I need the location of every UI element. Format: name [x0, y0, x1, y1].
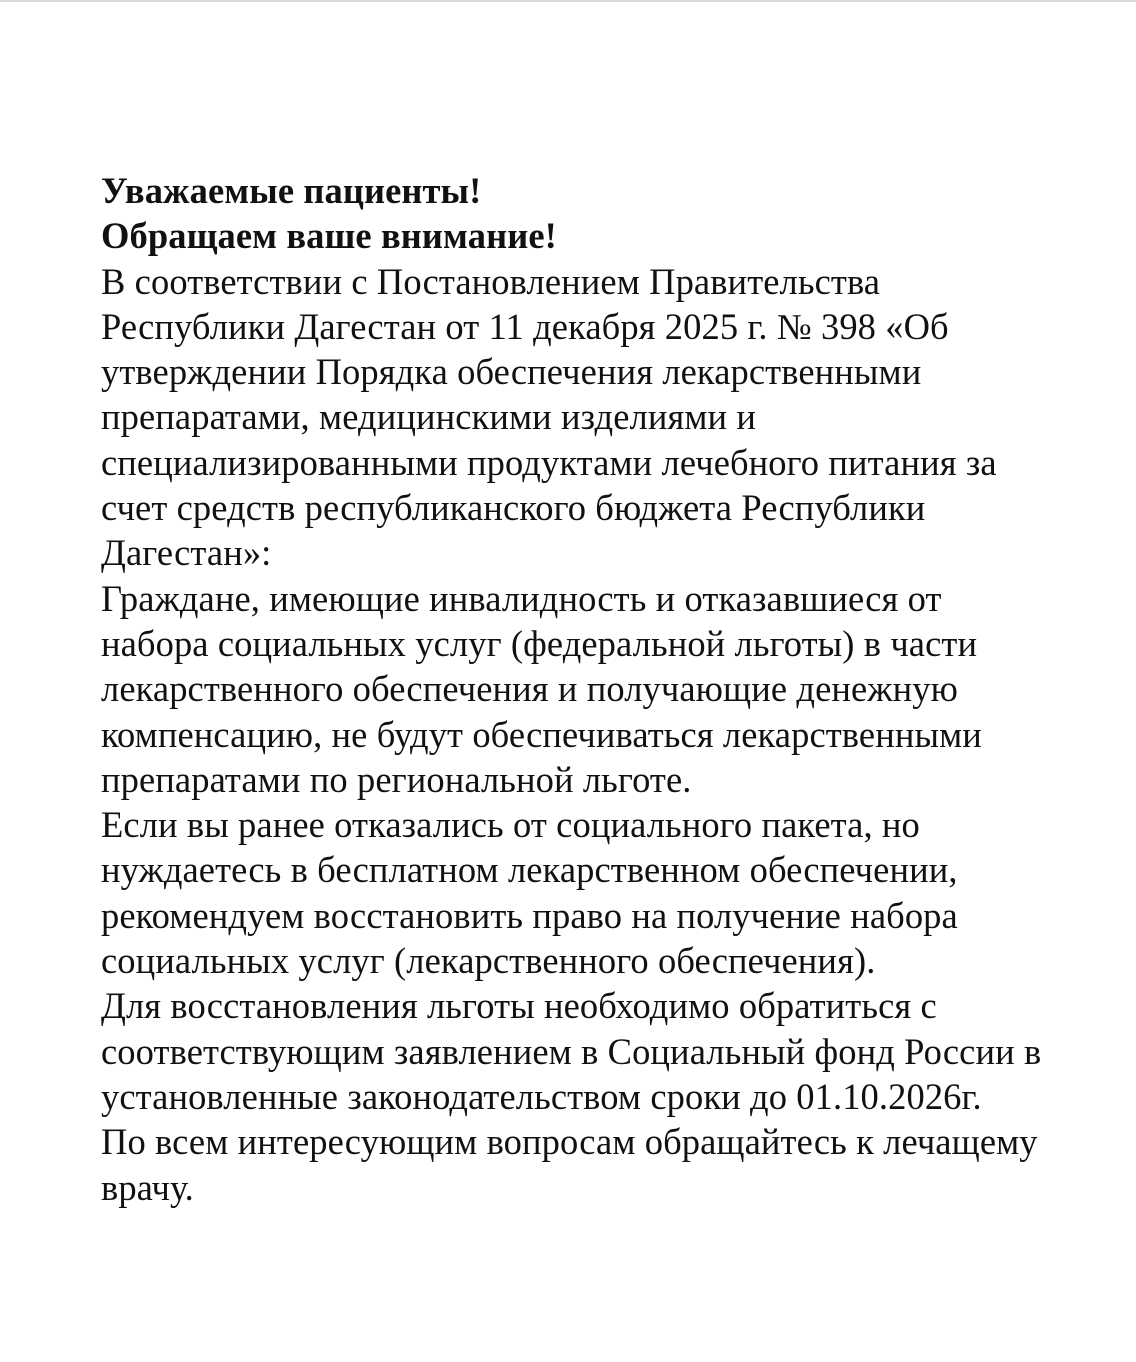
paragraph-contact-doctor	[101, 1119, 1111, 1210]
text-line: утверждении Порядка обеспечения лекарственными	[101, 351, 922, 393]
text-line: специализированными продуктами лечебного питания за	[101, 441, 997, 483]
text-line: препаратами, медицинскими изделиями и	[101, 396, 757, 438]
paragraph-resolution	[101, 259, 1111, 576]
attention-heading: Обращаем ваше внимание!	[101, 215, 557, 257]
text-line: По всем интересующим вопросам обращайтесь к лечащему	[101, 1121, 1038, 1163]
text-line: рекомендуем восстановить право на получение набора	[101, 894, 958, 936]
text-line: установленные законодательством сроки до 01.10.2026г.	[101, 1075, 982, 1117]
paragraph-restoration	[101, 983, 1111, 1119]
text-line: Если вы ранее отказались от социального пакета, но	[101, 804, 920, 846]
text-line: счет средств республиканского бюджета Республики	[101, 487, 926, 529]
text-line: Дагестан»:	[101, 532, 272, 574]
text-line: компенсацию, не будут обеспечиваться лекарственными	[101, 713, 982, 755]
text-line: социальных услуг (лекарственного обеспечения).	[101, 940, 876, 982]
top-border-line	[0, 0, 1136, 2]
text-line: В соответствии с Постановлением Правительства	[101, 260, 881, 302]
text-line: Граждане, имеющие инвалидность и отказавшиеся от	[101, 577, 942, 619]
text-line: препаратами по региональной льготе.	[101, 758, 692, 800]
text-line: Для восстановления льготы необходимо обратиться с	[101, 985, 937, 1027]
paragraph-recommendation	[101, 802, 1111, 983]
paragraph-disabled-citizens	[101, 576, 1111, 802]
greeting-heading: Уважаемые пациенты!	[101, 170, 482, 211]
text-line: соответствующим заявлением в Социальный фонд России в	[101, 1030, 1042, 1072]
text-line: лекарственного обеспечения и получающие денежную	[101, 668, 958, 710]
text-line: врачу.	[101, 1166, 194, 1208]
text-line: Республики Дагестан от 11 декабря 2025 г. № 398 «Об	[101, 305, 949, 347]
text-line: нуждаетесь в бесплатном лекарственном обеспечении,	[101, 849, 958, 891]
text-line: набора социальных услуг (федеральной льготы) в части	[101, 622, 978, 664]
notice-document	[101, 168, 1111, 1210]
